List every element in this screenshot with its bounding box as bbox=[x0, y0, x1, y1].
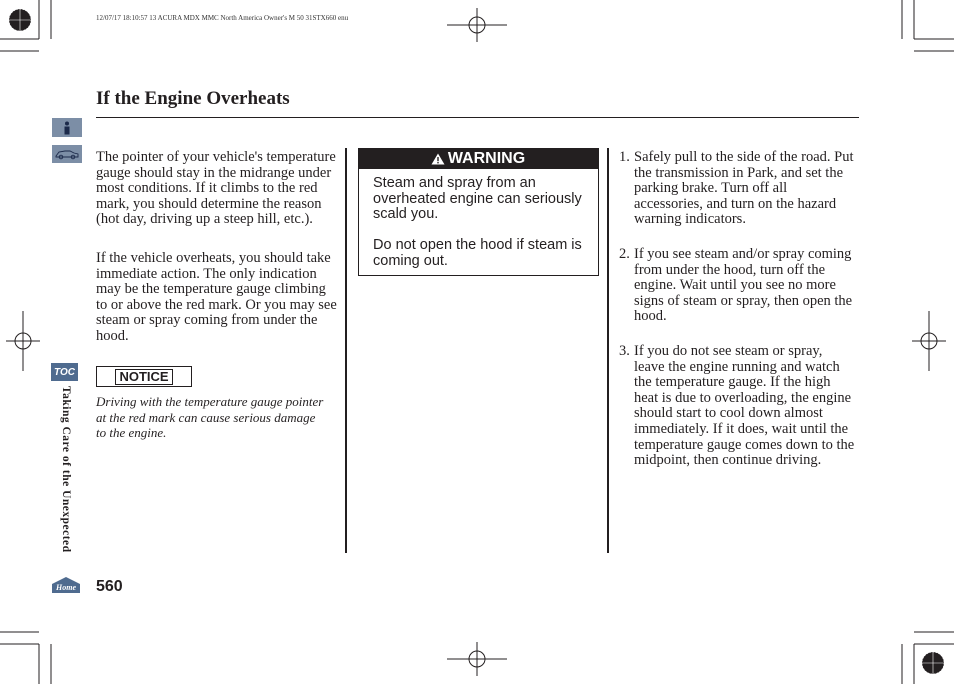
steps-list bbox=[619, 150, 855, 488]
title-rule bbox=[96, 117, 859, 118]
page-title: If the Engine Overheats bbox=[96, 88, 290, 109]
column-divider-1 bbox=[345, 148, 347, 553]
home-button[interactable] bbox=[51, 576, 81, 594]
step-item bbox=[619, 344, 855, 469]
page-number: 560 bbox=[96, 578, 123, 595]
step-number: 3. bbox=[619, 342, 630, 359]
warning-label: WARNING bbox=[447, 149, 526, 167]
step-number: 1. bbox=[619, 149, 630, 165]
section-side-label: Taking Care of the Unexpected bbox=[60, 386, 72, 553]
step-item bbox=[619, 150, 855, 228]
notice-label: NOTICE bbox=[115, 369, 172, 385]
info-icon[interactable] bbox=[52, 118, 82, 137]
body-paragraph-2: If the vehicle overheats, you should take immediate action. The only indication may be the temperature gauge climbing to or above the red mark. Or you may see steam or spray coming from under the hood. bbox=[96, 250, 337, 344]
column-divider-2 bbox=[607, 148, 609, 553]
car-icon[interactable] bbox=[52, 145, 82, 163]
step-text: If you do not see steam or spray, leave the engine running and watch the temperature gauge. If the high heat is due to overloading, the engine should start to cool down almost immediately. If it does, wait until the temperature gauge comes down to the midpoint, then continue driving. bbox=[634, 342, 855, 469]
notice-text: Driving with the temperature gauge pointer at the red mark can cause serious damage to the engine. bbox=[96, 394, 324, 441]
step-text: Safely pull to the side of the road. Put the transmission in Park, and set the parking brake. Turn off all accessories, and turn on the hazard warning indicators. bbox=[634, 149, 854, 228]
notice-badge bbox=[96, 366, 192, 387]
warning-header bbox=[358, 148, 598, 169]
home-label: Home bbox=[56, 583, 76, 592]
body-paragraph-1: The pointer of your vehicle's temperature gauge should stay in the midrange under most conditions. If it climbs to the red mark, you should determine the reason (hot day, driving up a steep hill, etc.). bbox=[96, 149, 336, 228]
toc-label: TOC bbox=[54, 366, 75, 378]
step-item bbox=[619, 247, 855, 325]
step-text: If you see steam and/or spray coming from under the hood, turn off the engine. Wait until you see no more signs of steam or spray, then open the hood. bbox=[634, 245, 853, 325]
toc-button[interactable] bbox=[51, 363, 78, 381]
home-icon bbox=[51, 576, 81, 594]
print-header-line: 12/07/17 18:10:57 13 ACURA MDX MMC North America Owner's M 50 31STX660 enu bbox=[96, 14, 349, 22]
warning-text-1: Steam and spray from an overheated engine can seriously scald you. bbox=[373, 175, 582, 223]
warning-text-2: Do not open the hood if steam is coming out. bbox=[373, 237, 582, 269]
step-number: 2. bbox=[619, 245, 630, 262]
warning-triangle-icon bbox=[431, 153, 445, 165]
